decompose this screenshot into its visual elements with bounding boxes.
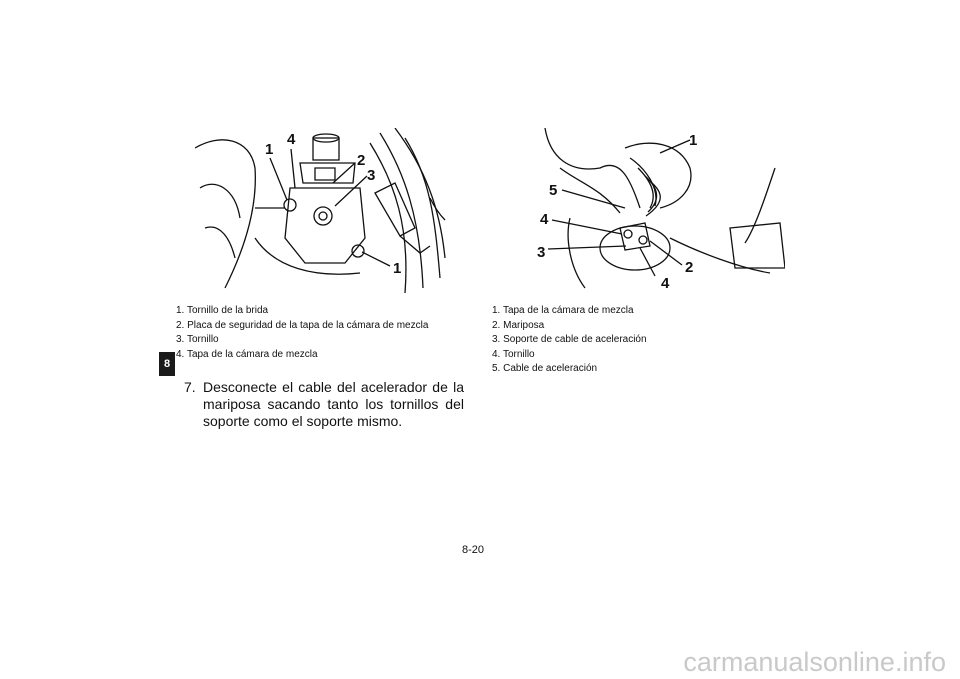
- legend-item: 1. Tornillo de la brida: [176, 305, 269, 316]
- callout-label: 3: [367, 167, 376, 184]
- step-text: Desconecte el cable del acelerador de la mariposa sacando tanto los tornillos del soporte como el soporte mismo.: [203, 379, 464, 429]
- callout-label: 3: [537, 244, 546, 261]
- legend-item: 3. Soporte de cable de aceleración: [492, 334, 647, 345]
- callout-label: 4: [287, 131, 296, 148]
- watermark: carmanualsonline.info: [683, 647, 946, 677]
- callout-label: 1: [265, 141, 274, 158]
- chapter-tab: 8: [159, 352, 175, 376]
- figure-legend-left: [176, 304, 428, 362]
- legend-item: 4. Tapa de la cámara de mezcla: [176, 348, 318, 360]
- throttle-cable-illustration: [530, 128, 785, 293]
- instruction-step: [184, 379, 464, 430]
- callout-label: 4: [540, 211, 549, 228]
- callout-label: 2: [357, 152, 366, 169]
- callout-label: 1: [689, 132, 698, 149]
- legend-item: 4. Tornillo: [492, 348, 535, 360]
- legend-item: 2. Placa de seguridad de la tapa de la cámara de mezcla: [176, 319, 429, 331]
- figure-legend-right: [492, 304, 647, 377]
- legend-item: 2. Mariposa: [492, 319, 545, 331]
- callout-label: 1: [393, 260, 402, 277]
- callout-label: 4: [661, 275, 670, 292]
- carburetor-illustration: [195, 128, 450, 293]
- page-number: 8-20: [462, 544, 485, 556]
- callout-label: 5: [549, 182, 558, 199]
- legend-item: 5. Cable de aceleración: [492, 363, 598, 374]
- step-number: 7.: [184, 379, 196, 395]
- legend-item: 1. Tapa de la cámara de mezcla: [492, 305, 634, 316]
- callout-label: 2: [685, 259, 694, 276]
- legend-item: 3. Tornillo: [176, 334, 219, 345]
